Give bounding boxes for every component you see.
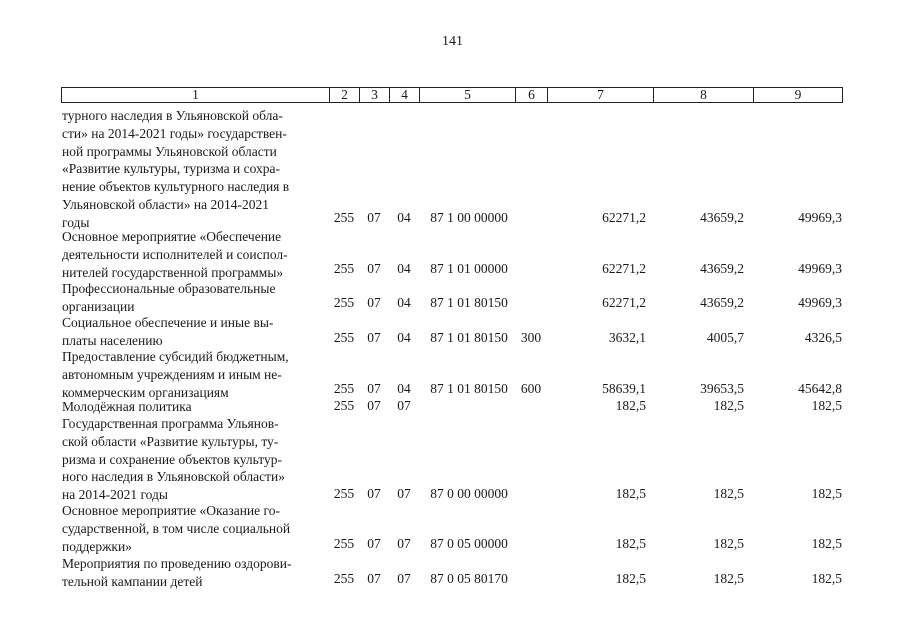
cell-ministry: 255	[333, 571, 355, 586]
desc-line: Ульяновской области» на 2014-2021	[62, 196, 269, 212]
cell-target-article: 87 0 05 80170	[430, 571, 508, 586]
header-col-6: 6	[516, 88, 548, 102]
cell-section: 07	[367, 330, 381, 345]
cell-target-article: 87 1 01 80150	[430, 295, 508, 310]
row-description	[62, 398, 324, 416]
desc-line: автономным учреждениям и иным не-	[62, 366, 282, 382]
page-number: 141	[442, 34, 463, 49]
row-description	[62, 348, 324, 401]
cell-target-article: 87 1 01 00000	[430, 261, 508, 276]
header-col-1: 1	[62, 88, 330, 102]
cell-amount-2: 39653,5	[700, 381, 744, 396]
cell-section: 07	[367, 261, 381, 276]
desc-line: Мероприятия по проведению оздорови-	[62, 556, 292, 571]
cell-subsection: 07	[397, 486, 411, 501]
table-header	[61, 87, 843, 103]
desc-line: «Развитие культуры, туризма и сохра-	[62, 161, 281, 177]
cell-ministry: 255	[333, 330, 355, 345]
header-col-7: 7	[548, 88, 654, 102]
cell-subsection: 04	[397, 210, 411, 225]
cell-section: 07	[367, 381, 381, 396]
desc-line: Основное мероприятие «Обеспечение	[62, 229, 282, 244]
cell-section: 07	[367, 486, 381, 501]
cell-amount-1: 62271,2	[602, 295, 646, 310]
cell-target-article: 87 0 00 00000	[430, 486, 508, 501]
desc-line: ризма и сохранение объектов культур-	[62, 451, 282, 467]
desc-line: сти» на 2014-2021 годы» государствен-	[62, 125, 287, 141]
cell-amount-2: 43659,2	[700, 295, 744, 310]
cell-amount-2: 182,5	[713, 536, 744, 551]
cell-subsection: 04	[397, 261, 411, 276]
header-col-5: 5	[420, 88, 516, 102]
cell-target-article: 87 1 00 00000	[430, 210, 508, 225]
row-description	[62, 555, 324, 591]
cell-ministry: 255	[333, 486, 355, 501]
cell-amount-1: 182,5	[615, 398, 646, 413]
desc-line: сударственной, в том числе социальной	[62, 520, 291, 536]
cell-ministry: 255	[333, 398, 355, 413]
cell-amount-1: 182,5	[615, 486, 646, 501]
cell-amount-3: 182,5	[811, 398, 842, 413]
desc-line: Профессиональные образовательные	[62, 281, 276, 296]
cell-subsection: 07	[397, 398, 411, 413]
desc-line: нение объектов культурного наследия в	[62, 179, 290, 195]
desc-line: годы	[62, 214, 90, 230]
cell-subsection: 04	[397, 295, 411, 310]
header-col-4: 4	[390, 88, 420, 102]
cell-ministry: 255	[333, 261, 355, 276]
row-description	[62, 228, 324, 281]
desc-line: Молодёжная политика	[62, 399, 192, 414]
cell-subsection: 04	[397, 381, 411, 396]
cell-section: 07	[367, 398, 381, 413]
cell-amount-3: 45642,8	[798, 381, 842, 396]
cell-target-article: 87 0 05 00000	[430, 536, 508, 551]
row-description	[62, 502, 324, 555]
cell-amount-2: 43659,2	[700, 210, 744, 225]
cell-amount-1: 182,5	[615, 536, 646, 551]
cell-amount-2: 182,5	[713, 571, 744, 586]
cell-amount-2: 182,5	[713, 486, 744, 501]
cell-amount-1: 62271,2	[602, 261, 646, 276]
cell-section: 07	[367, 571, 381, 586]
desc-line: деятельности исполнителей и соиспол-	[62, 246, 288, 262]
desc-line: поддержки»	[62, 538, 132, 554]
cell-ministry: 255	[333, 536, 355, 551]
cell-subsection: 04	[397, 330, 411, 345]
cell-subsection: 07	[397, 571, 411, 586]
cell-section: 07	[367, 295, 381, 310]
desc-line: платы населению	[62, 332, 163, 348]
cell-amount-3: 182,5	[811, 536, 842, 551]
cell-expense-type: 600	[520, 381, 542, 396]
cell-target-article: 87 1 01 80150	[430, 330, 508, 345]
desc-line: ного наследия в Ульяновской области»	[62, 469, 285, 485]
cell-ministry: 255	[333, 210, 355, 225]
header-col-8: 8	[654, 88, 754, 102]
cell-amount-1: 62271,2	[602, 210, 646, 225]
cell-section: 07	[367, 210, 381, 225]
desc-line: на 2014-2021 годы	[62, 487, 168, 503]
cell-amount-3: 49969,3	[798, 210, 842, 225]
cell-amount-2: 43659,2	[700, 261, 744, 276]
cell-amount-1: 182,5	[615, 571, 646, 586]
desc-line: ной программы Ульяновской области	[62, 143, 277, 159]
row-description	[62, 314, 324, 350]
desc-line: Основное мероприятие «Оказание го-	[62, 503, 280, 518]
desc-line: турного наследия в Ульяновской обла-	[62, 108, 283, 123]
cell-expense-type: 300	[520, 330, 542, 345]
cell-amount-2: 4005,7	[706, 330, 744, 345]
cell-ministry: 255	[333, 381, 355, 396]
row-description	[62, 107, 324, 232]
desc-line: ской области «Развитие культуры, ту-	[62, 433, 279, 449]
desc-line: тельной кампании детей	[62, 573, 203, 589]
cell-amount-3: 49969,3	[798, 261, 842, 276]
desc-line: Предоставление субсидий бюджетным,	[62, 349, 289, 364]
desc-line: Государственная программа Ульянов-	[62, 416, 279, 431]
row-description	[62, 415, 324, 504]
cell-amount-2: 182,5	[713, 398, 744, 413]
row-description	[62, 280, 324, 316]
header-col-9: 9	[794, 87, 802, 102]
cell-amount-1: 58639,1	[602, 381, 646, 396]
cell-amount-3: 182,5	[811, 571, 842, 586]
cell-amount-3: 4326,5	[804, 330, 842, 345]
header-col-3: 3	[360, 88, 390, 102]
desc-line: коммерческим организациям	[62, 384, 229, 400]
header-col-2: 2	[330, 88, 360, 102]
cell-subsection: 07	[397, 536, 411, 551]
cell-section: 07	[367, 536, 381, 551]
desc-line: организации	[62, 298, 135, 314]
desc-line: нителей государственной программы»	[62, 264, 284, 280]
desc-line: Социальное обеспечение и иные вы-	[62, 315, 274, 330]
cell-amount-3: 182,5	[811, 486, 842, 501]
cell-target-article: 87 1 01 80150	[430, 381, 508, 396]
cell-amount-3: 49969,3	[798, 295, 842, 310]
cell-amount-1: 3632,1	[608, 330, 646, 345]
cell-ministry: 255	[333, 295, 355, 310]
